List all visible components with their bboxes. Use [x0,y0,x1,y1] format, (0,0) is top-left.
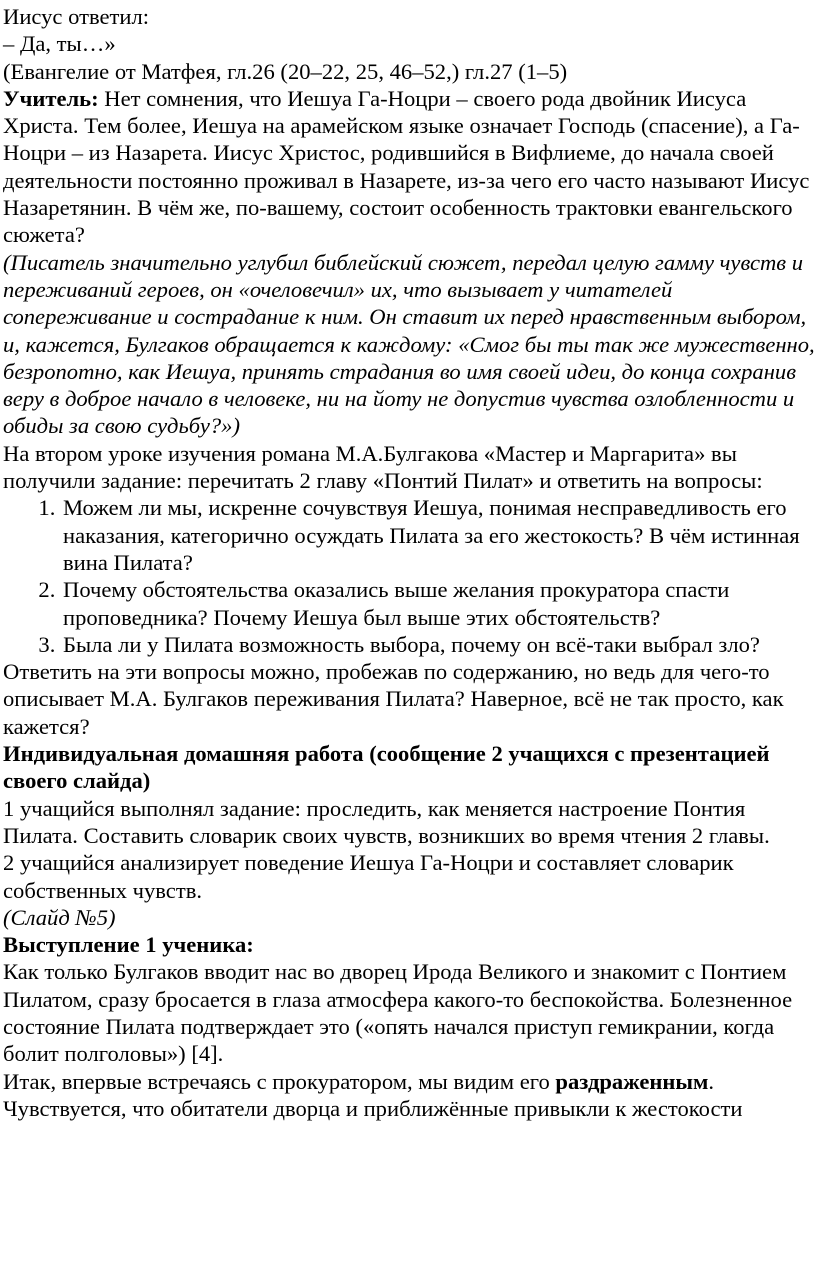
after-questions-paragraph: Ответить на эти вопросы можно, пробежав по содержанию, но ведь для чего-то описывает М.А. Булгаков переживания Пилата? Наверное, всё не так просто, как кажется? [3,659,784,739]
final-bold-word: раздраженным [555,1068,709,1094]
expected-answer: (Писатель значительно углубил библейский сюжет, передал целую гамму чувств и переживаний героев, он «очеловечил» их, что вызывает у читателей сопереживание и сострадание к ним. Он ставит их перед нравственным выбором, и, кажется, Булгаков обращается к каждому: «Смог бы ты так же мужественно, безропотно, как Иешуа, принять страдания во имя своей идеи, до конца сохранив веру в доброе начало в человеке, ни на йоту не допустив чувства озлобленности и обиды за свою судьбу?») [3,249,815,439]
question-item-2: 2. Почему обстоятельства оказались выше желания прокуратора спасти проповедника? Почему Иешуа был выше этих обстоятельств? [61,576,816,631]
final-text-before: Итак, впервые встречаясь с прокуратором, мы видим его [3,1068,556,1094]
teacher-text: Нет сомнения, что Иешуа Га-Ноцри – своего рода двойник Иисуса Христа. Тем более, Иешуа на арамейском языке означает Господь (спасение), а Га-Ноцри – из Назарета. Иисус Христос, родившийся в Вифлиеме, до начала своей деятельности постоянно проживал в Назарете, из-за чего его часто называют Иисус Назаретянин. В чём же, по-вашему, состоит особенность трактовки евангельского сюжета? [3,85,810,248]
question-item-1: 1. Можем ли мы, искренне сочувствуя Иешуа, понимая несправедливость его наказания, категорично осуждать Пилата за его жестокость? В чём истинная вина Пилата? [61,494,816,576]
speech-paragraph: Как только Булгаков вводит нас во дворец Ирода Великого и знакомит с Понтием Пилатом, сразу бросается в глаза атмосфера какого-то беспокойства. Болезненное состояние Пилата подтверждает это («опять начался приступ гемикрании, когда болит полголовы») [4]. [3,959,793,1067]
question-item-3: 3. Была ли у Пилата возможность выбора, почему он всё-таки выбрал зло? [61,631,816,658]
teacher-label: Учитель: [3,85,99,111]
intro-line-2: – Да, ты…» [3,31,116,57]
final-text-after: . Чувствуется, что обитатели дворца и приближённые привыкли к жестокости [3,1068,743,1121]
gospel-reference: (Евангелие от Матфея, гл.26 (20–22, 25, 46–52,) гл.27 (1–5) [3,58,568,84]
lesson-paragraph: На втором уроке изучения романа М.А.Булгакова «Мастер и Маргарита» вы получили задание: перечитать 2 главу «Понтий Пилат» и ответить на вопросы: [3,440,763,494]
final-paragraph [3,1068,816,1123]
intro-line-1: Иисус ответил: [3,4,150,29]
student-2-task: 2 учащийся анализирует поведение Иешуа Га-Ноцри и составляет словарик собственных чувств. [3,850,734,903]
speech-heading: Выступление 1 ученика: [3,932,254,958]
teacher-paragraph [3,85,816,249]
slide-note: (Слайд №5) [3,904,116,930]
questions-list [3,494,816,658]
student-1-task: 1 учащийся выполнял задание: проследить, как меняется настроение Понтия Пилата. Составить словарик своих чувств, возникших во время чтения 2 главы. [3,795,770,848]
homework-heading: Индивидуальная домашняя работа (сообщение 2 учащихся с презентацией своего слайда) [3,741,770,794]
